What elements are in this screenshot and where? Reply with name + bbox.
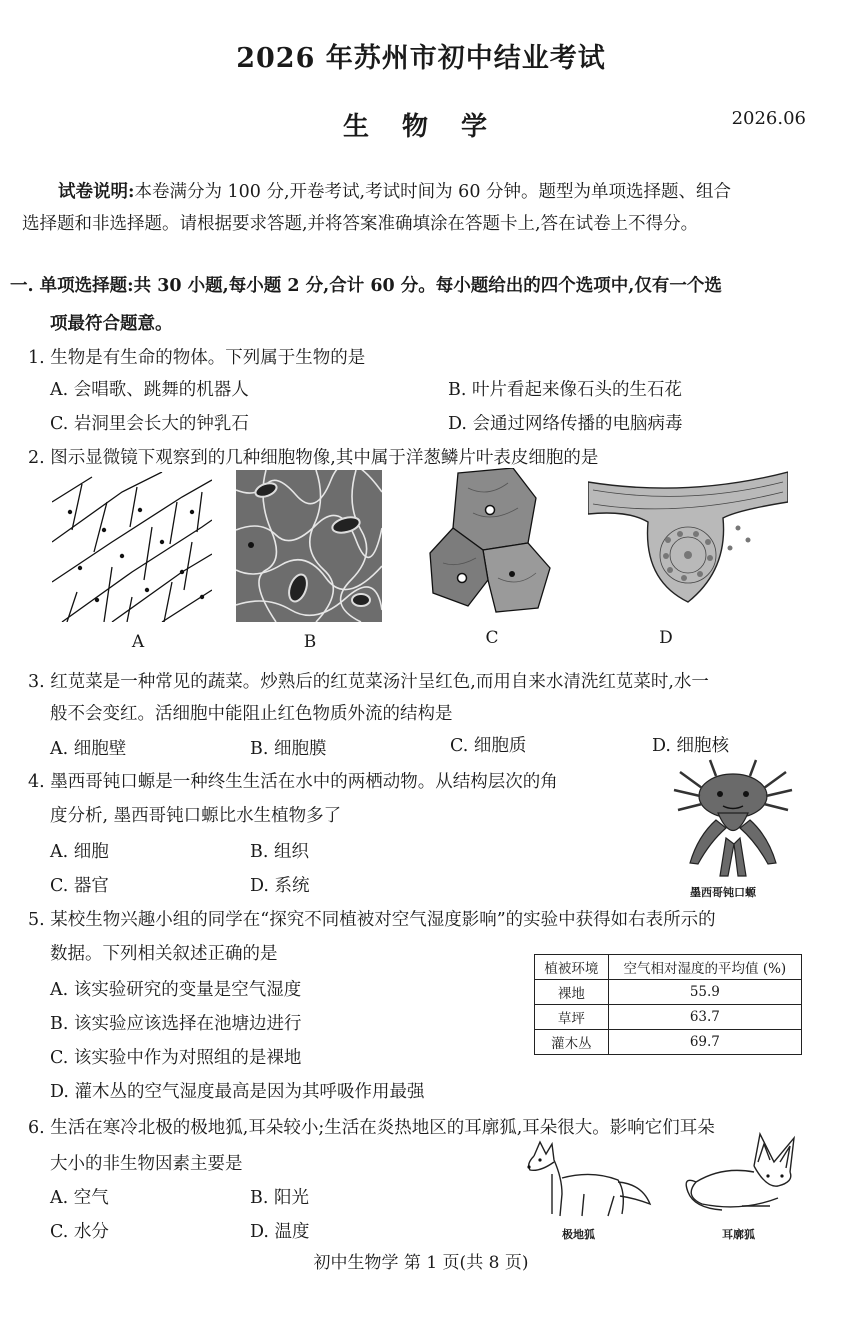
- figure-label-a: A: [131, 632, 145, 652]
- q4-option-b: B. 组织: [250, 842, 309, 862]
- exam-title: 2026 年苏州市初中结业考试: [236, 43, 606, 74]
- q5-stem-line-2: 数据。下列相关叙述正确的是: [50, 944, 278, 964]
- q1-option-c: C. 岩洞里会长大的钟乳石: [50, 414, 249, 434]
- axolotl-illustration: [668, 758, 798, 882]
- q1-option-a: A. 会唱歌、跳舞的机器人: [50, 380, 249, 400]
- q6-stem-line-2: 大小的非生物因素主要是: [50, 1154, 243, 1174]
- q4-option-d: D. 系统: [250, 876, 310, 896]
- q2-stem: 2. 图示显微镜下观察到的几种细胞物像,其中属于洋葱鳞片叶表皮细胞的是: [28, 448, 599, 468]
- instructions-line-2: 选择题和非选择题。请根据要求答题,并将答案准确填涂在答题卡上,答在试卷上不得分。: [22, 214, 699, 234]
- cheek-cells-figure: [428, 468, 552, 614]
- subject-title: 生 物 学: [342, 112, 500, 142]
- instructions-text-1: 本卷满分为 100 分,开卷考试,考试时间为 60 分钟。题型为单项选择题、组合: [134, 182, 732, 202]
- q6-option-c: C. 水分: [50, 1222, 109, 1242]
- table-row: [535, 1030, 802, 1055]
- table-cell: 草坪: [535, 1005, 609, 1030]
- table-header-row: [535, 955, 802, 980]
- q4-option-a: A. 细胞: [50, 842, 109, 862]
- q5-option-b: B. 该实验应该选择在池塘边进行: [50, 1014, 302, 1034]
- table-cell: 灌木丛: [535, 1030, 609, 1055]
- table-cell: 69.7: [608, 1030, 801, 1055]
- q6-option-d: D. 温度: [250, 1222, 310, 1242]
- q4-stem-line-2: 度分析, 墨西哥钝口螈比水生植物多了: [50, 806, 342, 826]
- instructions-line-1: [58, 178, 731, 203]
- stomata-figure: [236, 470, 382, 622]
- q4-stem-line-1: 4. 墨西哥钝口螈是一种终生生活在水中的两栖动物。从结构层次的角: [28, 772, 558, 792]
- table-row: [535, 1005, 802, 1030]
- section-heading-line-2: 项最符合题意。: [50, 314, 173, 334]
- arctic-fox-illustration: [522, 1134, 652, 1220]
- page-footer: 初中生物学 第 1 页(共 8 页): [313, 1253, 529, 1273]
- table-cell: 63.7: [608, 1005, 801, 1030]
- q5-option-a: A. 该实验研究的变量是空气湿度: [50, 980, 302, 1000]
- fennec-fox-illustration: [682, 1132, 806, 1218]
- q3-option-c: C. 细胞质: [450, 736, 527, 756]
- humidity-table: [534, 954, 802, 1055]
- q3-option-a: A. 细胞壁: [50, 739, 127, 759]
- q6-option-a: A. 空气: [50, 1188, 109, 1208]
- table-cell: 55.9: [608, 980, 801, 1005]
- section-heading-line-1: 一. 单项选择题:共 30 小题,每小题 2 分,合计 60 分。每小题给出的四个选项中,仅有一个选: [10, 276, 722, 296]
- q3-stem-line-2: 般不会变红。活细胞中能阻止红色物质外流的结构是: [50, 704, 453, 724]
- q5-option-c: C. 该实验中作为对照组的是裸地: [50, 1048, 302, 1068]
- axolotl-caption: 墨西哥钝口螈: [690, 886, 756, 899]
- q5-stem-line-1: 5. 某校生物兴趣小组的同学在“探究不同植被对空气湿度影响”的实验中获得如右表所示的: [28, 910, 716, 930]
- q3-stem-line-1: 3. 红苋菜是一种常见的蔬菜。炒熟后的红苋菜汤汁呈红色,而用自来水清洗红苋菜时,水一: [28, 672, 709, 692]
- figure-label-d: D: [659, 628, 673, 648]
- table-header: 空气相对湿度的平均值 (%): [608, 955, 801, 980]
- q3-option-b: B. 细胞膜: [250, 739, 327, 759]
- q1-option-b: B. 叶片看起来像石头的生石花: [448, 380, 682, 400]
- table-row: [535, 980, 802, 1005]
- figure-label-b: B: [303, 632, 317, 652]
- onion-cells-figure: [52, 472, 212, 622]
- table-cell: 裸地: [535, 980, 609, 1005]
- q1-option-d: D. 会通过网络传播的电脑病毒: [448, 414, 683, 434]
- figure-label-c: C: [485, 628, 499, 648]
- q6-option-b: B. 阳光: [250, 1188, 309, 1208]
- table-header: 植被环境: [535, 955, 609, 980]
- q5-option-d: D. 灌木丛的空气湿度最高是因为其呼吸作用最强: [50, 1082, 425, 1102]
- q4-option-c: C. 器官: [50, 876, 109, 896]
- q6-stem-line-1: 6. 生活在寒冷北极的极地狐,耳朵较小;生活在炎热地区的耳廓狐,耳朵很大。影响它们耳朵: [28, 1118, 715, 1138]
- arctic-fox-caption: 极地狐: [562, 1228, 595, 1241]
- exam-date: 2026.06: [731, 108, 806, 129]
- leaf-section-figure: [588, 470, 788, 608]
- fennec-fox-caption: 耳廓狐: [722, 1228, 755, 1241]
- q1-stem: 1. 生物是有生命的物体。下列属于生物的是: [28, 348, 366, 368]
- instructions-label: 试卷说明:: [58, 182, 135, 202]
- q3-option-d: D. 细胞核: [652, 736, 730, 756]
